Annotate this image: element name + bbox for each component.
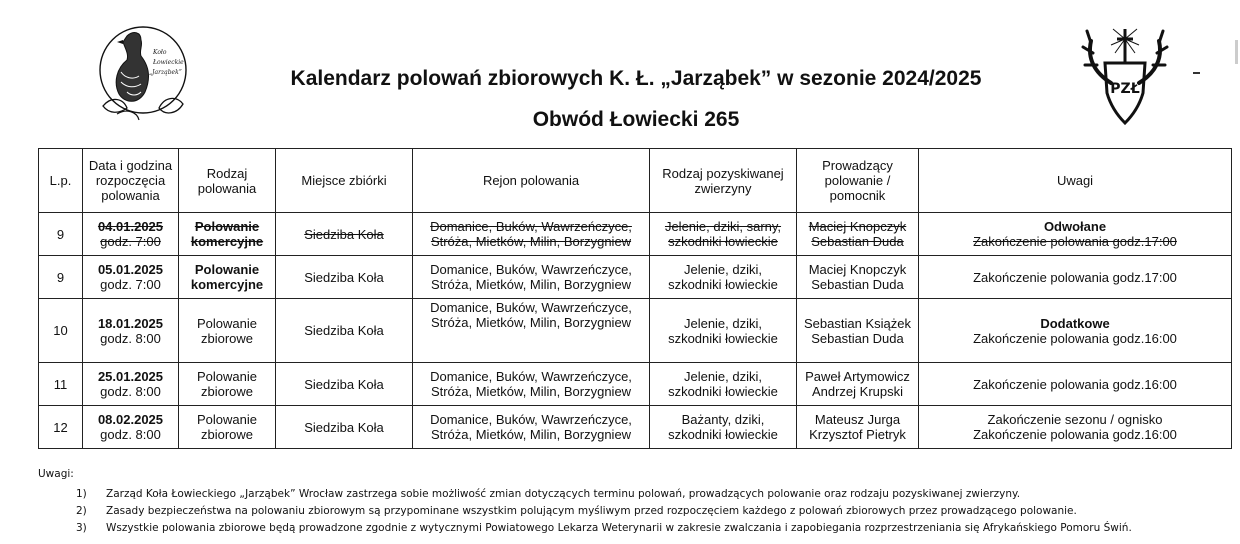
status-additional: Dodatkowe	[1040, 315, 1110, 331]
cell-type: Polowanie zbiorowe	[179, 299, 276, 363]
cell-lp: 10	[39, 299, 83, 363]
header-meeting: Miejsce zbiórki	[276, 149, 413, 213]
cell-leader: Maciej Knopczyk Sebastian Duda	[797, 213, 919, 256]
cell-meeting: Siedziba Koła	[276, 363, 413, 406]
page-subtitle: Obwód Łowiecki 265	[532, 108, 740, 131]
cell-remarks: Zakończenie sezonu / ognisko Zakończenie polowania godz.16:00	[919, 406, 1232, 449]
pzl-emblem-logo	[1077, 23, 1173, 125]
note-number: 1)	[76, 488, 87, 500]
table-row	[39, 406, 1232, 449]
cell-meeting: Siedziba Koła	[276, 299, 413, 363]
logo-text-line3: „Jarząbek”	[149, 69, 182, 76]
cell-remarks: Zakończenie polowania godz.17:00	[919, 256, 1232, 299]
logo-text-line2: Łowieckie	[153, 59, 184, 66]
table-row	[39, 299, 1232, 363]
cell-game: Jelenie, dziki, szkodniki łowieckie	[650, 299, 797, 363]
cell-type: Polowanie komercyjne	[179, 256, 276, 299]
note-number: 2)	[76, 505, 87, 517]
cell-meeting: Siedziba Koła	[276, 406, 413, 449]
cell-leader: Mateusz Jurga Krzysztof Pietryk	[797, 406, 919, 449]
note-number: 3)	[76, 522, 87, 534]
scan-artifact-edge	[1235, 40, 1238, 64]
pzl-logo-text: PZŁ	[1110, 81, 1140, 97]
header-date: Data i godzina rozpoczęcia polowania	[83, 149, 179, 213]
note-text: Wszystkie polowania zbiorowe będą prowadzone zgodnie z wytycznymi Powiatowego Lekarza Weterynarii w zakresie zwalczania i zapobiegania rozprzestrzeniania się Afrykańskiego Pomoru Świń.	[106, 522, 1132, 534]
header-lp: L.p.	[39, 149, 83, 213]
cell-area: Domanice, Buków, Wawrzeńczyce, Stróża, Mietków, Milin, Borzygniew	[413, 363, 650, 406]
table-header-row	[39, 149, 1232, 213]
cell-leader: Maciej Knopczyk Sebastian Duda	[797, 256, 919, 299]
cell-meeting: Siedziba Koła	[276, 256, 413, 299]
table-row	[39, 256, 1232, 299]
cell-remarks: Zakończenie polowania godz.16:00	[919, 363, 1232, 406]
cell-date: 05.01.2025 godz. 7:00	[83, 256, 179, 299]
notes-heading: Uwagi:	[38, 468, 74, 480]
cell-date: 04.01.2025 godz. 7:00	[83, 213, 179, 256]
list-item	[76, 503, 1238, 520]
cell-area: Domanice, Buków, Wawrzeńczyce, Stróża, Mietków, Milin, Borzygniew	[413, 299, 650, 363]
cell-leader: Paweł Artymowicz Andrzej Krupski	[797, 363, 919, 406]
cell-type: Polowanie zbiorowe	[179, 363, 276, 406]
cell-lp: 9	[39, 213, 83, 256]
cell-game: Bażanty, dziki, szkodniki łowieckie	[650, 406, 797, 449]
cell-type: Polowanie zbiorowe	[179, 406, 276, 449]
list-item	[76, 486, 1238, 503]
cell-remarks: Odwołane Zakończenie polowania godz.17:00	[919, 213, 1232, 256]
cell-lp: 12	[39, 406, 83, 449]
cell-date: 18.01.2025 godz. 8:00	[83, 299, 179, 363]
cell-area: Domanice, Buków, Wawrzeńczyce, Stróża, Mietków, Milin, Borzygniew	[413, 256, 650, 299]
scan-artifact-dash	[1193, 72, 1200, 74]
logo-text-line1: Koło	[153, 49, 167, 56]
note-text: Zasady bezpieczeństwa na polowaniu zbiorowym są przypominane wszystkim polującym myśliwym przed rozpoczęciem każdego z polowań zbiorowych przez prowadzącego polowanie.	[106, 505, 1077, 517]
cell-game: Jelenie, dziki, szkodniki łowieckie	[650, 363, 797, 406]
club-logo-grouse	[97, 22, 189, 122]
cell-area: Domanice, Buków, Wawrzeńczyce, Stróża, Mietków, Milin, Borzygniew	[413, 213, 650, 256]
cell-area: Domanice, Buków, Wawrzeńczyce, Stróża, Mietków, Milin, Borzygniew	[413, 406, 650, 449]
header-type: Rodzaj polowania	[179, 149, 276, 213]
list-item	[76, 520, 1238, 537]
cell-meeting: Siedziba Koła	[276, 213, 413, 256]
hunting-calendar-table	[38, 148, 1232, 449]
header-game: Rodzaj pozyskiwanej zwierzyny	[650, 149, 797, 213]
cell-remarks: Dodatkowe Zakończenie polowania godz.16:00	[919, 299, 1232, 363]
cell-lp: 11	[39, 363, 83, 406]
header-area: Rejon polowania	[413, 149, 650, 213]
table-row	[39, 213, 1232, 256]
table-row	[39, 363, 1232, 406]
cell-lp: 9	[39, 256, 83, 299]
cell-type: Polowanie komercyjne	[179, 213, 276, 256]
notes-section	[38, 466, 1238, 537]
notes-list	[38, 486, 1238, 537]
note-text: Zarząd Koła Łowieckiego „Jarząbek” Wrocław zastrzega sobie możliwość zmian dotyczących terminu polowań, prowadzących polowanie oraz rodzaju pozyskiwanej zwierzyny.	[106, 488, 1021, 500]
status-cancelled: Odwołane	[1043, 219, 1107, 234]
header-remarks: Uwagi	[919, 149, 1232, 213]
header-leader: Prowadzący polowanie / pomocnik	[797, 149, 919, 213]
cell-game: Jelenie, dziki, szkodniki łowieckie	[650, 256, 797, 299]
cell-date: 25.01.2025 godz. 8:00	[83, 363, 179, 406]
cell-date: 08.02.2025 godz. 8:00	[83, 406, 179, 449]
cell-game: Jelenie, dziki, sarny, szkodniki łowieckie	[650, 213, 797, 256]
cell-leader: Sebastian Książek Sebastian Duda	[797, 299, 919, 363]
page-title: Kalendarz polowań zbiorowych K. Ł. „Jarząbek” w sezonie 2024/2025	[290, 67, 982, 90]
